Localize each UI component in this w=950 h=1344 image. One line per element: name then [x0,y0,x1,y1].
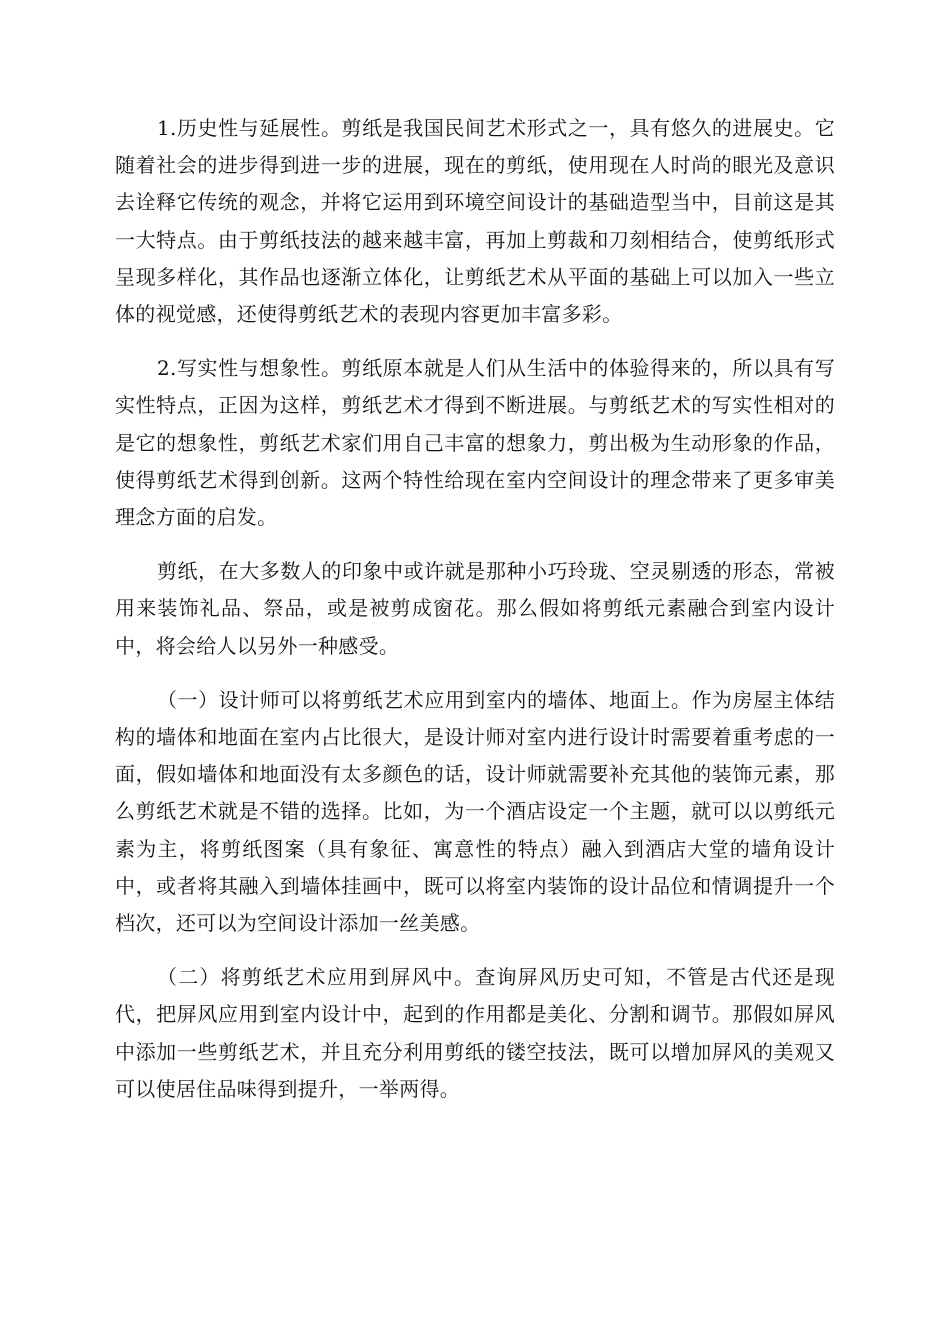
document-body [115,110,835,1125]
paragraph-history: 1.历史性与延展性。剪纸是我国民间艺术形式之一，具有悠久的进展史。它随着社会的进步得到进一步的进展，现在的剪纸，使用现在人时尚的眼光及意识去诠释它传统的观念，并将它运用到环境空间设计的基础造型当中，目前这是其一大特点。由于剪纸技法的越来越丰富，再加上剪裁和刀刻相结合，使剪纸形式呈现多样化，其作品也逐渐立体化，让剪纸艺术从平面的基础上可以加入一些立体的视觉感，还使得剪纸艺术的表现内容更加丰富多彩。 [115,116,835,327]
paragraph-impression: 剪纸，在大多数人的印象中或许就是那种小巧玲珑、空灵剔透的形态，常被用来装饰礼品、祭品，或是被剪成窗花。那么假如将剪纸元素融合到室内设计中，将会给人以另外一种感受。 [115,559,835,658]
paragraph-screens: （二）将剪纸艺术应用到屏风中。查询屏风历史可知，不管是古代还是现代，把屏风应用到室内设计中，起到的作用都是美化、分割和调节。那假如屏风中添加一些剪纸艺术，并且充分利用剪纸的镂空技法，既可以增加屏风的美观又可以使居住品味得到提升，一举两得。 [115,965,835,1101]
paragraph-realism: 2.写实性与想象性。剪纸原本就是人们从生活中的体验得来的，所以具有写实性特点，正因为这样，剪纸艺术才得到不断进展。与剪纸艺术的写实性相对的是它的想象性，剪纸艺术家们用自己丰富的想象力，剪出极为生动形象的作品，使得剪纸艺术得到创新。这两个特性给现在室内空间设计的理念带来了更多审美理念方面的启发。 [115,356,835,530]
paragraph-walls-floors: （一）设计师可以将剪纸艺术应用到室内的墙体、地面上。作为房屋主体结构的墙体和地面在室内占比很大，是设计师对室内进行设计时需要着重考虑的一面，假如墙体和地面没有太多颜色的话，设计师就需要补充其他的装饰元素，那么剪纸艺术就是不错的选择。比如，为一个酒店设定一个主题，就可以以剪纸元素为主，将剪纸图案（具有象征、寓意性的特点）融入到酒店大堂的墙角设计中，或者将其融入到墙体挂画中，既可以将室内装饰的设计品位和情调提升一个档次，还可以为空间设计添加一丝美感。 [115,687,835,936]
